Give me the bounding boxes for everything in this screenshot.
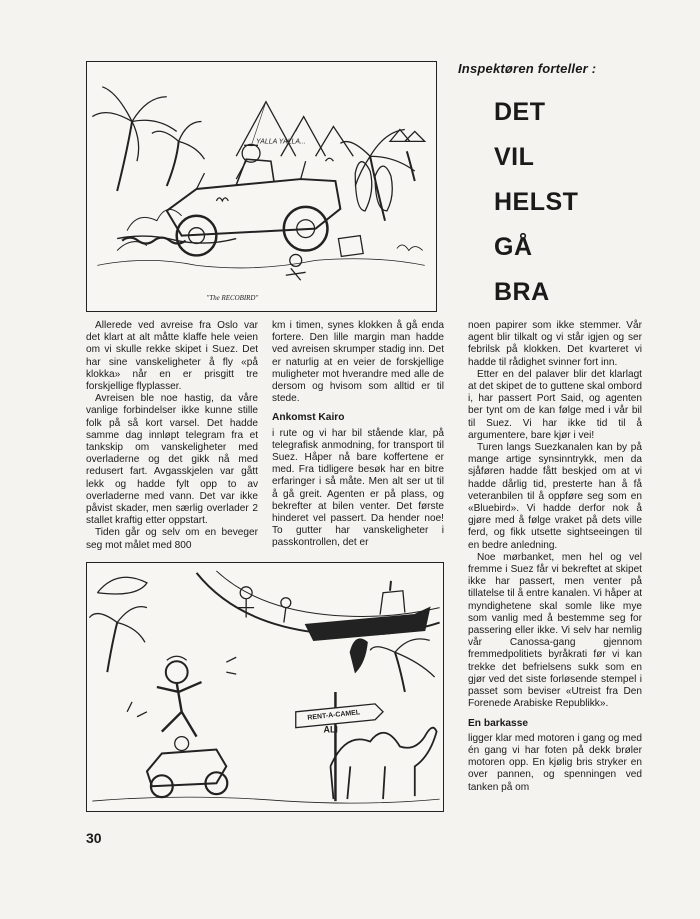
paragraph: Avreisen ble noe hastig, da våre vanlige forbindelser ikke kunne stille folk på så kort varsel. Det hadde samme dag innløpt telegram fra et tankskip om vanskeligheter med overladerne og det gikk nå med redusert fart. Avgasskjelen var gått lekk og hadde fylt opp to av overladerne med vann. Det var ikke påvist skader, men særlig overlader 2 stallet kraftig etter oppstart. — [86, 393, 258, 527]
subheading-en-barkasse: En barkasse — [468, 717, 529, 729]
rent-a-camel-sign: RENT-A-CAMEL — [307, 709, 361, 722]
paragraph: noen papirer som ikke stemmer. Vår agent blir tilkalt og vi står igjen og ser febrilsk på klokken. Det kvarteret vi hadde til rådighet svinner fort inn. — [468, 320, 642, 368]
paragraph: Allerede ved avreise fra Oslo var det klart at alt måtte klaffe hele veien om vi skulle rekke skipet i Suez. Det har sine vanskeligheter å fly «på klokka» når en er prisgitt tre forskjellige flyplasser. — [86, 320, 258, 393]
car-desert-cartoon — [87, 62, 436, 311]
column-right — [468, 320, 642, 794]
headline-line: DET — [494, 98, 546, 126]
paragraph: Etter en del palaver blir det klarlagt at det skipet de to guttene skal ombord i, har passert Port Said, og agenten ber tynt om de kan følge med i vår bil til Suez. Vi har ikke tid til å argumentere, bare kjør i vei! — [468, 368, 642, 441]
paragraph: ligger klar med motoren i gang og med én gang vi har foten på dekk brøler motoren opp. En kjølig bris stryker en over pannen, og spenningen ved tanken på om — [468, 732, 642, 793]
column-left — [86, 320, 258, 552]
illustration-bottom — [86, 562, 444, 812]
suez-canal-cartoon — [87, 563, 443, 811]
page-number: 30 — [86, 830, 102, 846]
illustration-top — [86, 61, 437, 312]
subheading-ankomst-kairo: Ankomst Kairo — [272, 412, 345, 424]
paragraph: Noe mørbanket, men hel og vel fremme i Suez får vi bekreftet at skipet ikke har passert, men venter på tillatelse til å entre kanalen. Vi håper at myndighetene skal somle like mye som vanlig med å bestemme seg for passering eller ikke. Vi selv har nemlig vår Canossa-gang gjennom fremmedpolitiets byråkrati før vi kan trekke det befrielsens sukk som en gjør ved det siste forløsende stempel i passet som beviser «Utreist fra Den Forenede Arabiske Republikk». — [468, 551, 642, 710]
yalla-sign: YALLA YALLA... — [256, 138, 306, 146]
paragraph: Tiden går og selv om en beveger seg mot målet med 800 — [86, 527, 258, 551]
kicker: Inspektøren forteller : — [458, 61, 597, 76]
paragraph: km i timen, synes klokken å gå enda fortere. Den lille margin man hadde ved avreisen skrumper stadig inn. Det er naturlig at en veier de forskjellige muligheter mot hverandre med alle de dersom og hvisom som alltid er til stede. — [272, 320, 444, 405]
illustration-top-caption: "The RECOBIRD" — [206, 294, 259, 303]
column-middle — [272, 320, 444, 550]
headline-line: BRA — [494, 278, 550, 306]
paragraph: i rute og vi har bil stående klar, på telegrafisk anmodning, for transport til Suez. Håper nå bare koffertene er med. Fra tidligere besøk har en bitre erfaringer i så måte. Men alt ser ut til å gå greit. Agenten er på plass, og bekrefter at bilen venter. Det første hinderet vel passert. Da hender noe! To gutter har vanskeligheter i passkontrollen, det er — [272, 427, 444, 549]
headline-line: HELST — [494, 188, 579, 216]
ali-sign: ALI — [323, 724, 338, 735]
headline-line: VIL — [494, 143, 535, 171]
headline-line: GÅ — [494, 233, 533, 261]
paragraph: Turen langs Suezkanalen kan by på mange artige synsinntrykk, men da sjåføren hadde fått beskjed om at vi hadde dårlig tid, presterte han å få veteranbilen til å oppføre seg som en «Bluebird». Vi hadde derfor nok å gjøre med å følge vraket på dets ville ferd, og fikk utsette sightseeingen til en bedre anledning. — [468, 442, 642, 551]
headline — [494, 90, 674, 315]
